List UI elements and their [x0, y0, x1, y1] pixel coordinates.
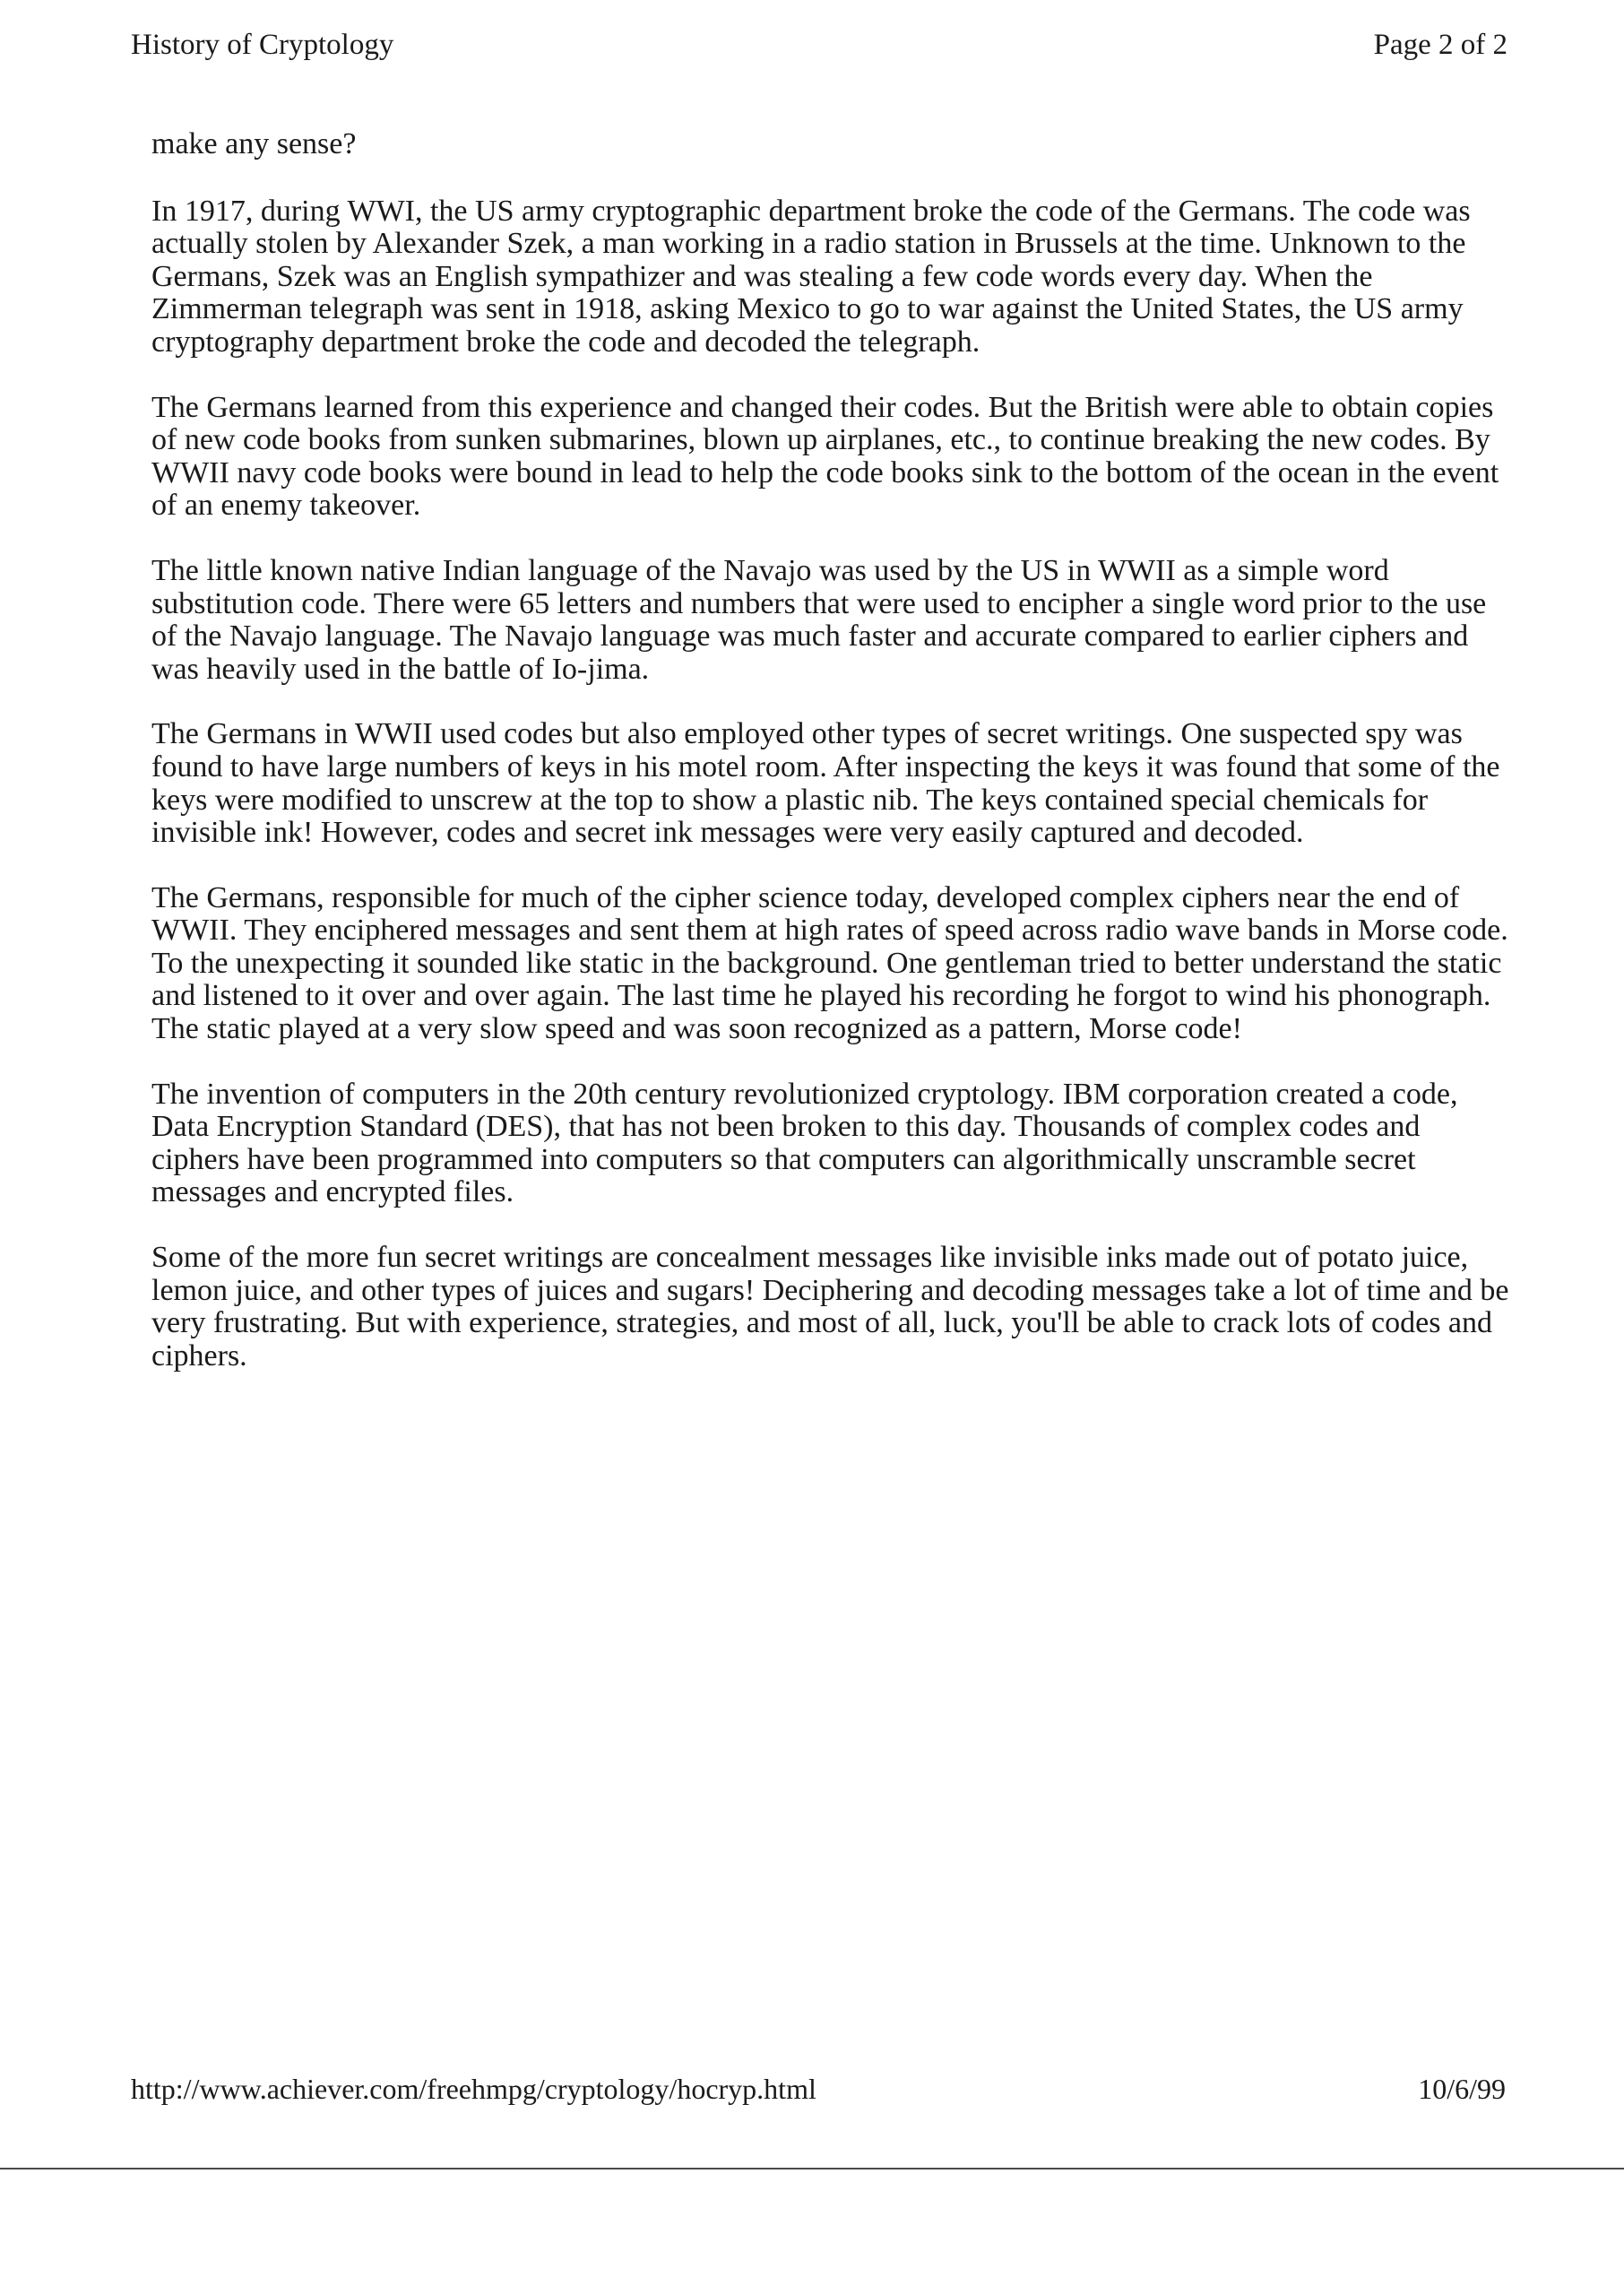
article-body	[151, 128, 1514, 1405]
footer-date: 10/6/99	[1418, 2073, 1506, 2105]
paragraph: In 1917, during WWI, the US army cryptographic department broke the code of the Germans. The code was actually stolen by Alexander Szek, a man working in a radio station in Brussels at the time. Unknown to the Germans, Szek was an English sympathizer and was stealing a few code words every day. When the Zimmerman telegraph was sent in 1918, asking Mexico to go to war against the United States, the US army cryptography department broke the code and decoded the telegraph.	[151, 194, 1471, 359]
paragraph: The invention of computers in the 20th century revolutionized cryptology. IBM corporation created a code, Data Encryption Standard (DES), that has not been broken to this day. Thousands of complex codes and ciphers have been programmed into computers so that computers can algorithmically unscramble secret messages and encrypted files.	[151, 1077, 1458, 1209]
paragraph: The Germans, responsible for much of the cipher science today, developed complex ciphers near the end of WWII. They enciphered messages and sent them at high rates of speed across radio wave bands in Morse code. To the unexpecting it sounded like static in the background. One gentleman tried to better understand the static and listened to it over and over again. The last time he played his recording he forgot to wind his phonograph. The static played at a very slow speed and was soon recognized as a pattern, Morse code!	[151, 880, 1508, 1046]
footer-url: http://www.achiever.com/freehmpg/cryptology/hocryp.html	[131, 2073, 816, 2105]
paragraph: The Germans in WWII used codes but also employed other types of secret writings. One suspected spy was found to have large numbers of keys in his motel room. After inspecting the keys it was found that some of the keys were modified to unscrew at the top to show a plastic nib. The keys contained special chemicals for invisible ink! However, codes and secret ink messages were very easily captured and decoded.	[151, 717, 1500, 850]
bottom-divider	[0, 2168, 1624, 2169]
paragraph: Some of the more fun secret writings are concealment messages like invisible inks made out of potato juice, lemon juice, and other types of juices and sugars! Deciphering and decoding messages take a lot of time and be very frustrating. But with experience, strategies, and most of all, luck, you'll be able to crack lots of codes and ciphers.	[151, 1241, 1509, 1373]
paragraph: The little known native Indian language of the Navajo was used by the US in WWII as a simple word substitution code. There were 65 letters and numbers that were used to encipher a single word prior to the use of the Navajo language. The Navajo language was much faster and accurate compared to earlier ciphers and was heavily used in the battle of Io-jima.	[151, 553, 1487, 686]
page-number: Page 2 of 2	[1373, 29, 1507, 61]
page-header-title: History of Cryptology	[131, 29, 394, 61]
paragraph: make any sense?	[151, 127, 357, 160]
paragraph: The Germans learned from this experience and changed their codes. But the British were able to obtain copies of new code books from sunken submarines, blown up airplanes, etc., to continue breaking the new codes. By WWII navy code books were bound in lead to help the code books sink to the bottom of the ocean in the event of an enemy takeover.	[151, 390, 1499, 523]
